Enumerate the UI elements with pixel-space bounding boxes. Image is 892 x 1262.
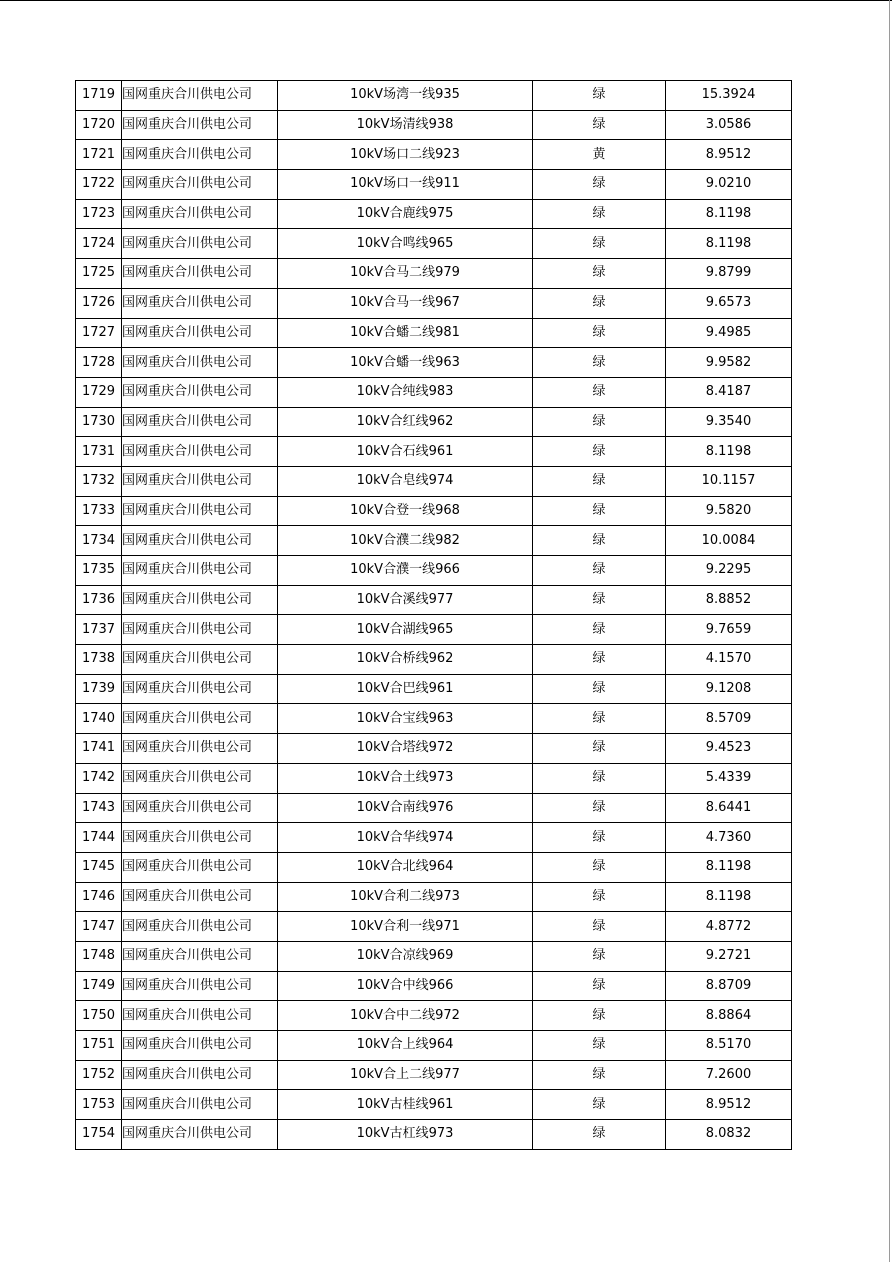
table-row [76,763,792,793]
line-name-cell: 10kV古杠线973 [278,1120,533,1150]
line-name-cell: 10kV合巴线961 [278,674,533,704]
row-index-cell: 1738 [76,645,122,675]
value-cell: 10.0084 [666,526,792,556]
line-name-cell: 10kV合濮一线966 [278,556,533,586]
table-row [76,882,792,912]
line-name-cell: 10kV合中二线972 [278,1001,533,1031]
row-index-cell: 1728 [76,348,122,378]
status-cell: 绿 [533,882,666,912]
line-name-cell: 10kV合上二线977 [278,1060,533,1090]
table-row [76,81,792,111]
table-row [76,377,792,407]
line-name-cell: 10kV合塔线972 [278,734,533,764]
row-index-cell: 1740 [76,704,122,734]
line-name-cell: 10kV合中线966 [278,971,533,1001]
company-cell: 国网重庆合川供电公司 [122,941,278,971]
status-cell: 黄 [533,140,666,170]
value-cell: 9.2295 [666,556,792,586]
line-name-cell: 10kV合濮二线982 [278,526,533,556]
table-row [76,318,792,348]
status-cell: 绿 [533,645,666,675]
status-cell: 绿 [533,971,666,1001]
status-cell: 绿 [533,1031,666,1061]
table-row [76,585,792,615]
table-row [76,407,792,437]
status-cell: 绿 [533,466,666,496]
company-cell: 国网重庆合川供电公司 [122,734,278,764]
line-name-cell: 10kV合纯线983 [278,377,533,407]
company-cell: 国网重庆合川供电公司 [122,556,278,586]
value-cell: 4.1570 [666,645,792,675]
status-cell: 绿 [533,81,666,111]
table-row [76,229,792,259]
line-name-cell: 10kV合鸣线965 [278,229,533,259]
value-cell: 8.1198 [666,882,792,912]
table-row [76,704,792,734]
company-cell: 国网重庆合川供电公司 [122,674,278,704]
value-cell: 8.1198 [666,852,792,882]
row-index-cell: 1739 [76,674,122,704]
row-index-cell: 1722 [76,170,122,200]
table-row [76,437,792,467]
status-cell: 绿 [533,437,666,467]
value-cell: 8.1198 [666,199,792,229]
value-cell: 9.4985 [666,318,792,348]
company-cell: 国网重庆合川供电公司 [122,793,278,823]
value-cell: 9.8799 [666,259,792,289]
value-cell: 9.9582 [666,348,792,378]
table-row [76,912,792,942]
line-name-cell: 10kV合马一线967 [278,288,533,318]
row-index-cell: 1748 [76,941,122,971]
row-index-cell: 1720 [76,110,122,140]
line-name-cell: 10kV合鹿线975 [278,199,533,229]
row-index-cell: 1721 [76,140,122,170]
row-index-cell: 1729 [76,377,122,407]
table-row [76,793,792,823]
value-cell: 8.4187 [666,377,792,407]
line-name-cell: 10kV合红线962 [278,407,533,437]
company-cell: 国网重庆合川供电公司 [122,585,278,615]
line-name-cell: 10kV合登一线968 [278,496,533,526]
status-cell: 绿 [533,229,666,259]
row-index-cell: 1727 [76,318,122,348]
row-index-cell: 1737 [76,615,122,645]
line-name-cell: 10kV合马二线979 [278,259,533,289]
value-cell: 8.5170 [666,1031,792,1061]
table-row [76,259,792,289]
page-right-border [889,0,890,1262]
company-cell: 国网重庆合川供电公司 [122,437,278,467]
value-cell: 9.3540 [666,407,792,437]
company-cell: 国网重庆合川供电公司 [122,1060,278,1090]
value-cell: 8.8864 [666,1001,792,1031]
status-cell: 绿 [533,348,666,378]
company-cell: 国网重庆合川供电公司 [122,288,278,318]
company-cell: 国网重庆合川供电公司 [122,852,278,882]
table-row [76,823,792,853]
company-cell: 国网重庆合川供电公司 [122,318,278,348]
table-row [76,674,792,704]
company-cell: 国网重庆合川供电公司 [122,1120,278,1150]
line-name-cell: 10kV合利一线971 [278,912,533,942]
status-cell: 绿 [533,674,666,704]
row-index-cell: 1743 [76,793,122,823]
value-cell: 4.8772 [666,912,792,942]
value-cell: 5.4339 [666,763,792,793]
value-cell: 9.2721 [666,941,792,971]
status-cell: 绿 [533,496,666,526]
row-index-cell: 1730 [76,407,122,437]
company-cell: 国网重庆合川供电公司 [122,407,278,437]
value-cell: 8.9512 [666,1090,792,1120]
table-body [76,81,792,1150]
line-name-cell: 10kV场口二线923 [278,140,533,170]
value-cell: 9.1208 [666,674,792,704]
line-name-cell: 10kV合凉线969 [278,941,533,971]
line-name-cell: 10kV合北线964 [278,852,533,882]
line-name-cell: 10kV古桂线961 [278,1090,533,1120]
row-index-cell: 1742 [76,763,122,793]
status-cell: 绿 [533,793,666,823]
table-row [76,941,792,971]
company-cell: 国网重庆合川供电公司 [122,823,278,853]
table-row [76,1060,792,1090]
status-cell: 绿 [533,585,666,615]
status-cell: 绿 [533,1060,666,1090]
row-index-cell: 1723 [76,199,122,229]
status-cell: 绿 [533,1090,666,1120]
row-index-cell: 1751 [76,1031,122,1061]
status-cell: 绿 [533,259,666,289]
value-cell: 9.6573 [666,288,792,318]
value-cell: 10.1157 [666,466,792,496]
table-row [76,1090,792,1120]
status-cell: 绿 [533,288,666,318]
company-cell: 国网重庆合川供电公司 [122,377,278,407]
company-cell: 国网重庆合川供电公司 [122,763,278,793]
status-cell: 绿 [533,704,666,734]
status-cell: 绿 [533,110,666,140]
table-row [76,1001,792,1031]
status-cell: 绿 [533,823,666,853]
status-cell: 绿 [533,556,666,586]
company-cell: 国网重庆合川供电公司 [122,526,278,556]
company-cell: 国网重庆合川供电公司 [122,259,278,289]
value-cell: 8.5709 [666,704,792,734]
table-row [76,140,792,170]
row-index-cell: 1726 [76,288,122,318]
row-index-cell: 1749 [76,971,122,1001]
status-cell: 绿 [533,912,666,942]
company-cell: 国网重庆合川供电公司 [122,466,278,496]
row-index-cell: 1747 [76,912,122,942]
table-row [76,110,792,140]
table-row [76,645,792,675]
row-index-cell: 1719 [76,81,122,111]
line-name-cell: 10kV合蟠一线963 [278,348,533,378]
value-cell: 4.7360 [666,823,792,853]
table-row [76,288,792,318]
data-table [75,80,792,1150]
line-name-cell: 10kV合宝线963 [278,704,533,734]
line-name-cell: 10kV场口一线911 [278,170,533,200]
row-index-cell: 1753 [76,1090,122,1120]
page-top-border [0,0,892,1]
value-cell: 8.1198 [666,229,792,259]
line-name-cell: 10kV合利二线973 [278,882,533,912]
line-name-cell: 10kV合皂线974 [278,466,533,496]
row-index-cell: 1746 [76,882,122,912]
row-index-cell: 1735 [76,556,122,586]
table-row [76,1031,792,1061]
row-index-cell: 1732 [76,466,122,496]
row-index-cell: 1734 [76,526,122,556]
value-cell: 9.7659 [666,615,792,645]
row-index-cell: 1725 [76,259,122,289]
status-cell: 绿 [533,1001,666,1031]
company-cell: 国网重庆合川供电公司 [122,496,278,526]
status-cell: 绿 [533,318,666,348]
row-index-cell: 1745 [76,852,122,882]
value-cell: 3.0586 [666,110,792,140]
company-cell: 国网重庆合川供电公司 [122,615,278,645]
table-row [76,466,792,496]
company-cell: 国网重庆合川供电公司 [122,1001,278,1031]
status-cell: 绿 [533,763,666,793]
value-cell: 7.2600 [666,1060,792,1090]
status-cell: 绿 [533,199,666,229]
line-name-cell: 10kV场清线938 [278,110,533,140]
line-name-cell: 10kV合湖线965 [278,615,533,645]
line-name-cell: 10kV合溪线977 [278,585,533,615]
row-index-cell: 1752 [76,1060,122,1090]
company-cell: 国网重庆合川供电公司 [122,81,278,111]
table-row [76,348,792,378]
table-row [76,615,792,645]
row-index-cell: 1724 [76,229,122,259]
value-cell: 8.9512 [666,140,792,170]
table-row [76,199,792,229]
line-name-cell: 10kV合蟠二线981 [278,318,533,348]
company-cell: 国网重庆合川供电公司 [122,110,278,140]
table-row [76,526,792,556]
status-cell: 绿 [533,734,666,764]
table-row [76,496,792,526]
company-cell: 国网重庆合川供电公司 [122,170,278,200]
company-cell: 国网重庆合川供电公司 [122,229,278,259]
value-cell: 9.4523 [666,734,792,764]
line-name-cell: 10kV合华线974 [278,823,533,853]
line-name-cell: 10kV合土线973 [278,763,533,793]
status-cell: 绿 [533,1120,666,1150]
value-cell: 9.5820 [666,496,792,526]
line-name-cell: 10kV合上线964 [278,1031,533,1061]
company-cell: 国网重庆合川供电公司 [122,348,278,378]
company-cell: 国网重庆合川供电公司 [122,199,278,229]
value-cell: 8.0832 [666,1120,792,1150]
value-cell: 8.8709 [666,971,792,1001]
line-name-cell: 10kV合石线961 [278,437,533,467]
value-cell: 9.0210 [666,170,792,200]
table-row [76,1120,792,1150]
table-row [76,170,792,200]
table-row [76,852,792,882]
row-index-cell: 1754 [76,1120,122,1150]
company-cell: 国网重庆合川供电公司 [122,645,278,675]
company-cell: 国网重庆合川供电公司 [122,140,278,170]
table-row [76,734,792,764]
value-cell: 8.6441 [666,793,792,823]
table-row [76,556,792,586]
line-name-cell: 10kV场湾一线935 [278,81,533,111]
value-cell: 8.8852 [666,585,792,615]
row-index-cell: 1736 [76,585,122,615]
status-cell: 绿 [533,377,666,407]
company-cell: 国网重庆合川供电公司 [122,882,278,912]
company-cell: 国网重庆合川供电公司 [122,704,278,734]
value-cell: 15.3924 [666,81,792,111]
status-cell: 绿 [533,941,666,971]
company-cell: 国网重庆合川供电公司 [122,1031,278,1061]
status-cell: 绿 [533,407,666,437]
line-name-cell: 10kV合南线976 [278,793,533,823]
company-cell: 国网重庆合川供电公司 [122,971,278,1001]
value-cell: 8.1198 [666,437,792,467]
row-index-cell: 1750 [76,1001,122,1031]
row-index-cell: 1731 [76,437,122,467]
company-cell: 国网重庆合川供电公司 [122,912,278,942]
table-row [76,971,792,1001]
status-cell: 绿 [533,170,666,200]
line-name-cell: 10kV合桥线962 [278,645,533,675]
status-cell: 绿 [533,852,666,882]
row-index-cell: 1744 [76,823,122,853]
row-index-cell: 1733 [76,496,122,526]
status-cell: 绿 [533,526,666,556]
status-cell: 绿 [533,615,666,645]
company-cell: 国网重庆合川供电公司 [122,1090,278,1120]
row-index-cell: 1741 [76,734,122,764]
